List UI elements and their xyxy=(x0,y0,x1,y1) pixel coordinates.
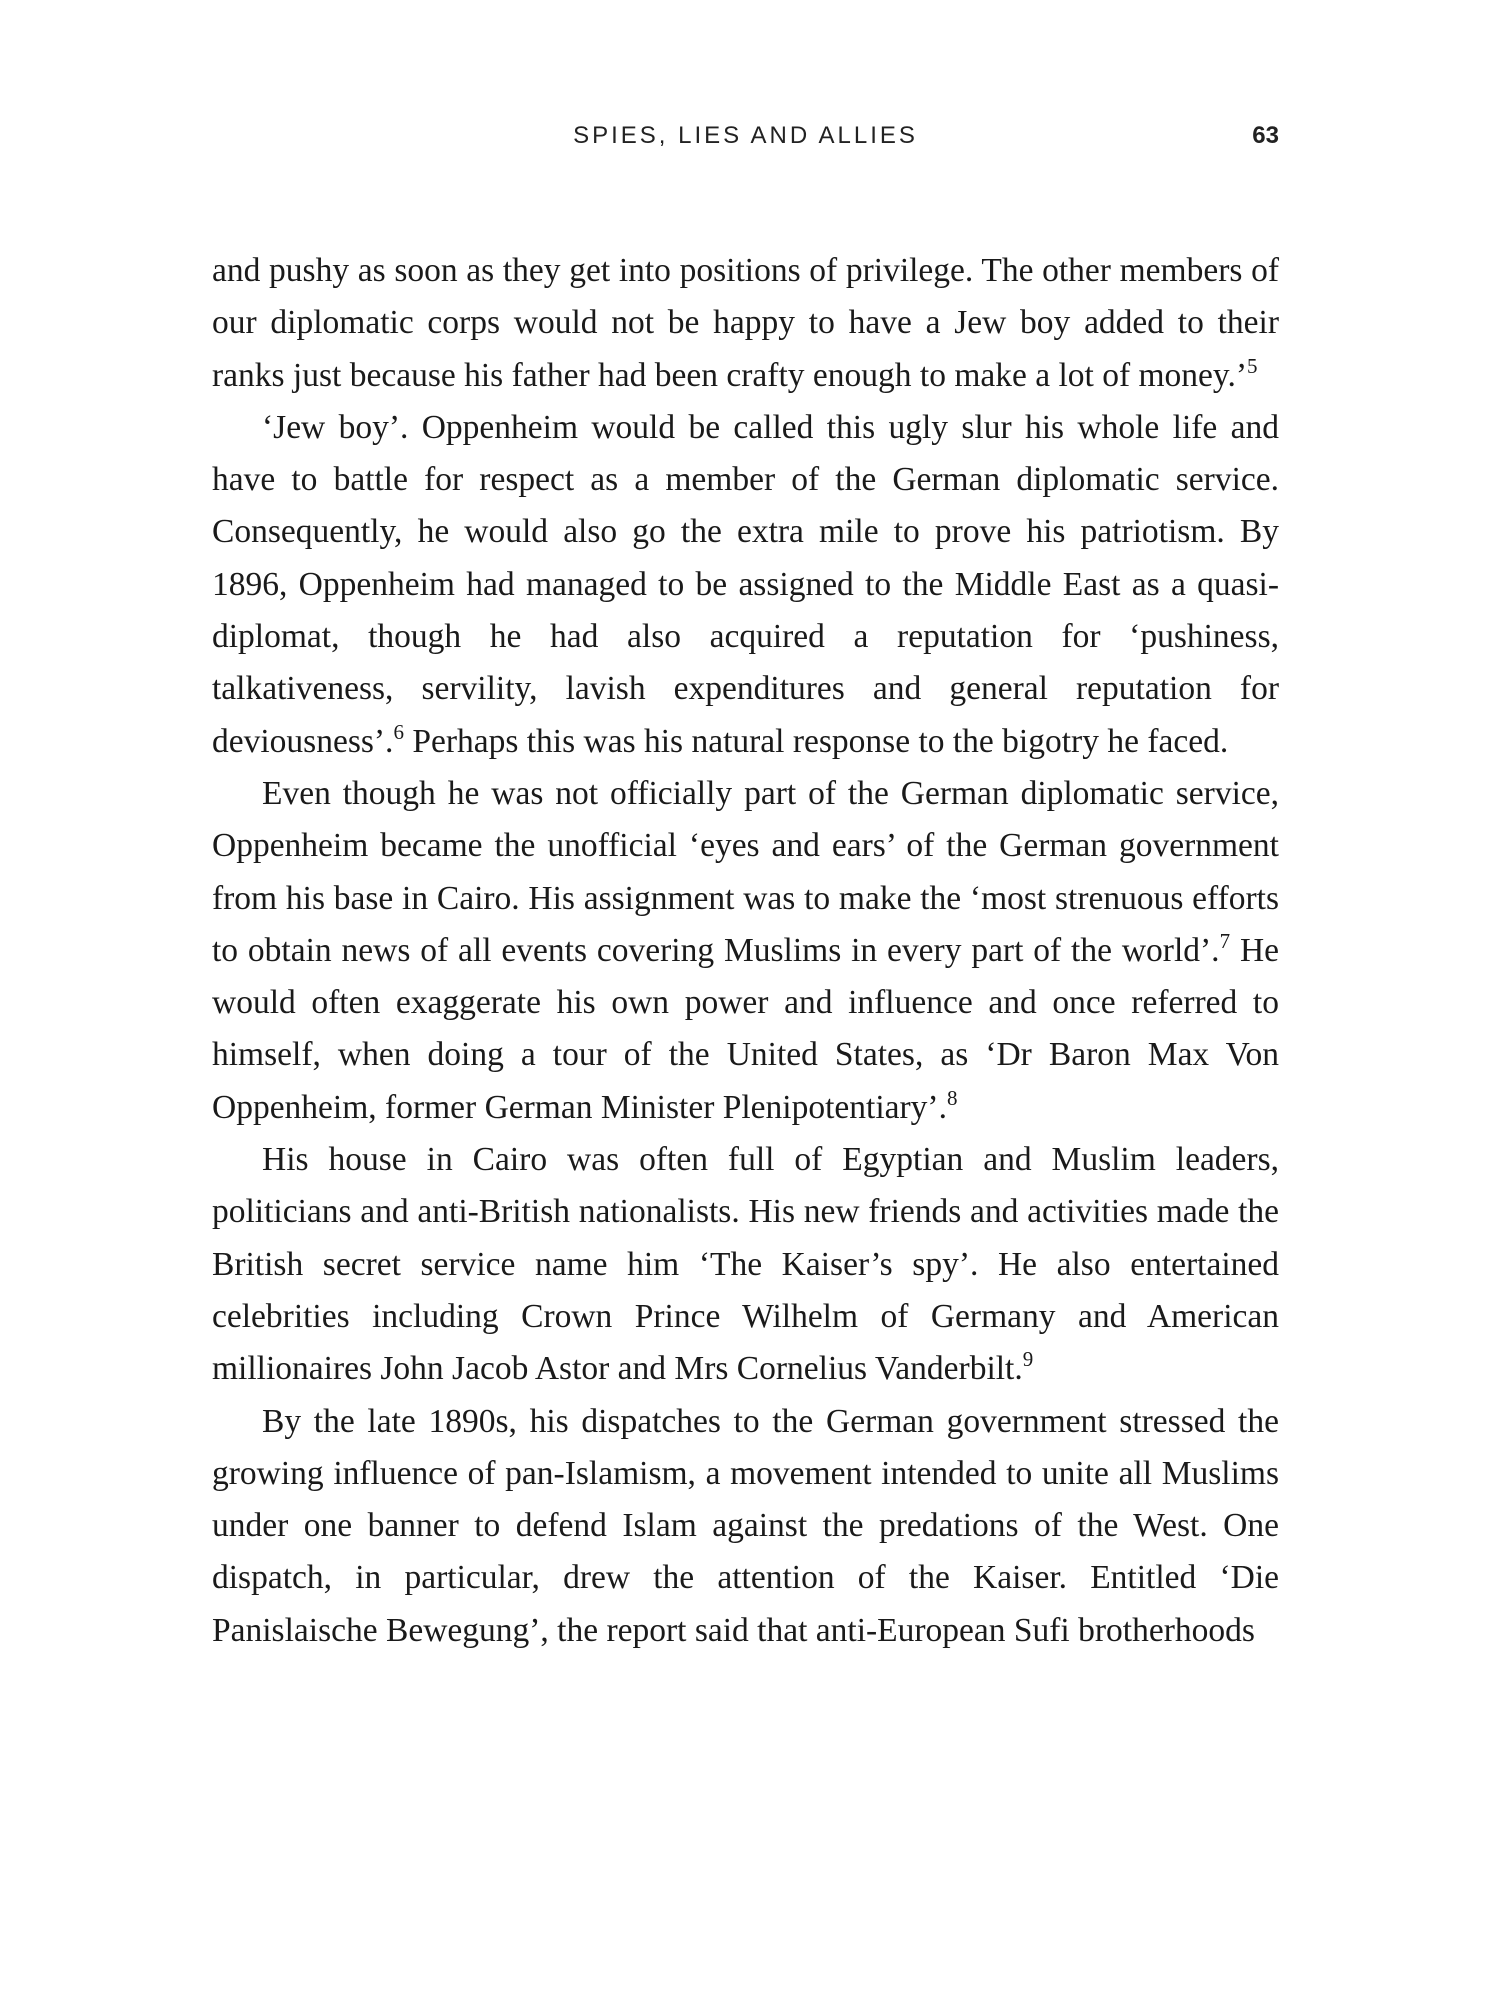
running-head xyxy=(212,122,1279,162)
paragraph-4 xyxy=(212,1134,1279,1395)
paragraph-3-text: Even though he was not officially part of the German diplomatic service, Oppenheim became the unofficial ‘eyes and ears’ of the German government from his base in Cairo. His assignment was to make the ‘most strenuous efforts to obtain news of all events covering Muslims in every part of the world’. xyxy=(212,774,1279,969)
footnote-ref-9: 9 xyxy=(1022,1347,1034,1372)
paragraph-2-text: ‘Jew boy’. Oppenheim would be called this ugly slur his whole life and have to battle for respect as a member of the German diplomatic service. Consequently, he would also go the extra mile to prove his patriotism. By 1896, Oppenheim had managed to be assigned to the Middle East as a quasi-diplomat, though he had also acquired a reputation for ‘pushiness, talkativeness, servility, lavish expenditures and general reputation for deviousness’. xyxy=(212,408,1279,760)
paragraph-5-text: By the late 1890s, his dispatches to the German government stressed the growing influence of pan-Islamism, a movement intended to unite all Muslims under one banner to defend Islam against the predations of the West. One dispatch, in particular, drew the attention of the Kaiser. Entitled ‘Die Panislaische Bewegung’, the report said that anti-European Sufi brotherhoods xyxy=(212,1402,1279,1649)
paragraph-2 xyxy=(212,402,1279,768)
running-title: SPIES, LIES AND ALLIES xyxy=(573,122,918,149)
paragraph-1-text: and pushy as soon as they get into positions of privilege. The other members of our diplomatic corps would not be happy to have a Jew boy added to their ranks just because his father had been crafty enough to make a lot of money.’ xyxy=(212,252,1279,394)
body-text xyxy=(212,245,1279,1657)
paragraph-1 xyxy=(212,245,1279,402)
paragraph-2-text-cont: Perhaps this was his natural response to the bigotry he faced. xyxy=(403,722,1229,760)
footnote-ref-6: 6 xyxy=(393,719,404,744)
paragraph-3-text-cont: He would often exaggerate his own power and influence and once referred to himself, when doing a tour of the United States, as ‘Dr Baron Max Von Oppenheim, former German Minister Plenipotentiary’. xyxy=(212,931,1280,1126)
page-number: 63 xyxy=(1252,122,1279,149)
paragraph-5 xyxy=(212,1396,1279,1657)
footnote-ref-7: 7 xyxy=(1219,928,1231,953)
footnote-ref-8: 8 xyxy=(946,1085,958,1110)
paragraph-3 xyxy=(212,768,1279,1134)
footnote-ref-5: 5 xyxy=(1247,353,1258,378)
paragraph-4-text: His house in Cairo was often full of Egyptian and Muslim leaders, politicians and anti-British nationalists. His new friends and activities made the British secret service name him ‘The Kaiser’s spy’. He also entertained celebrities including Crown Prince Wilhelm of Germany and American millionaires John Jacob Astor and Mrs Cornelius Vanderbilt. xyxy=(212,1141,1279,1388)
